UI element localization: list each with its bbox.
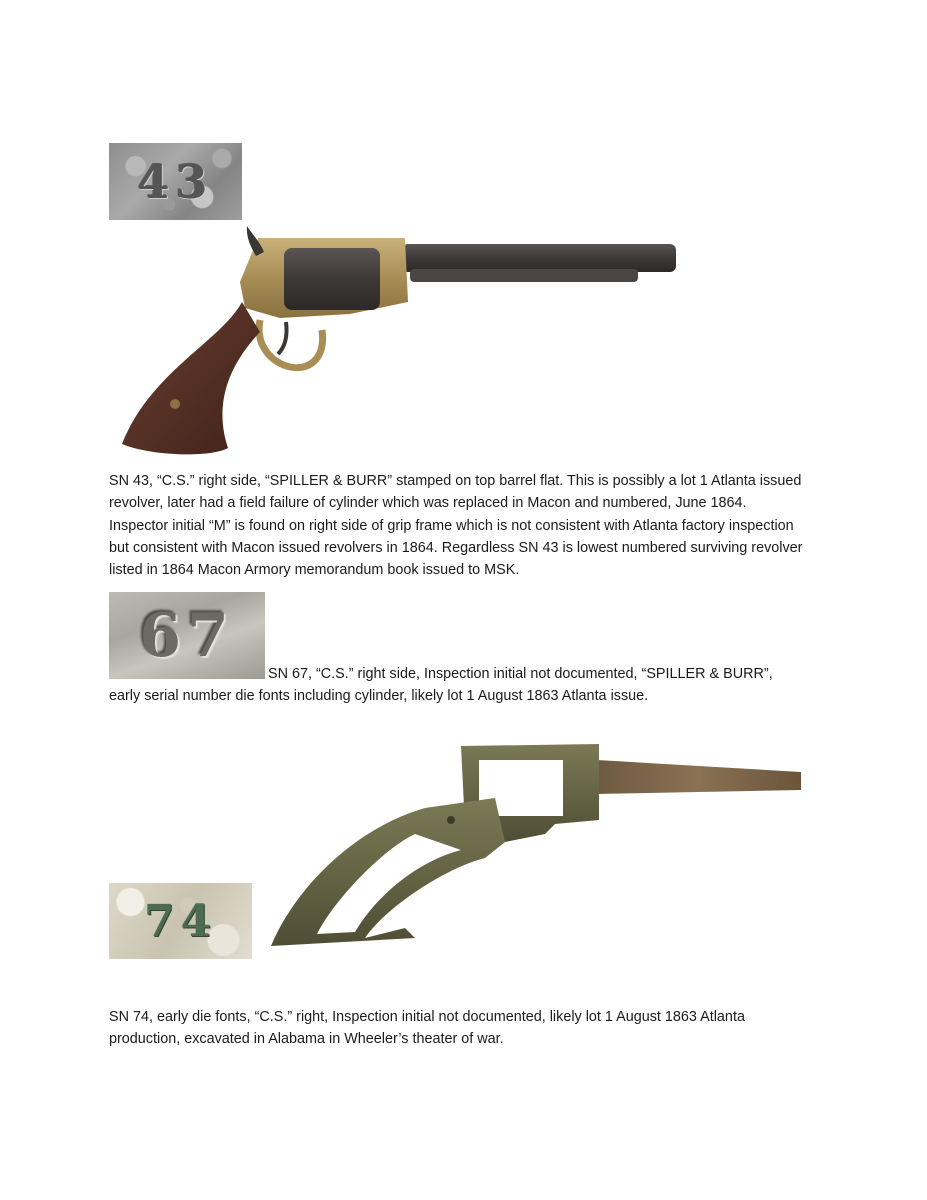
serial-stamp-43-image	[109, 143, 242, 220]
grip-screw	[170, 399, 180, 409]
frame-screw	[447, 816, 455, 824]
wooden-grip	[122, 302, 260, 454]
caption-sn74: SN 74, early die fonts, “C.S.” right, Inspection initial not documented, likely lot 1 August 1863 Atlanta production, excavated in Alabama in Wheeler’s theater of war.	[109, 1009, 745, 1048]
loading-lever	[410, 269, 638, 282]
revolver-photo	[110, 222, 685, 458]
revolver-barrel	[402, 244, 676, 272]
caption-sn67-line2: early serial number die fonts including cylinder, likely lot 1 August 1863 Atlanta issue.	[109, 688, 649, 704]
serial-stamp-43-text: 43	[137, 154, 214, 209]
trigger-guard	[259, 320, 322, 368]
caption-sn67-line1: SN 67, “C.S.” right side, Inspection initial not documented, “SPILLER & BURR”,	[268, 666, 773, 682]
caption-sn43: SN 43, “C.S.” right side, “SPILLER & BURR” stamped on top barrel flat. This is possibly a lot 1 Atlanta issued revolver, later had a field failure of cylinder which was replaced in Macon and numbered, June 1864. Inspector initial “M” is found on right side of grip frame which is not consistent with Atlanta factory inspection but consistent with Macon issued revolvers in 1864. Regardless SN 43 is lowest numbered surviving revolver listed in 1864 Macon Armory memorandum book issued to MSK.	[109, 473, 803, 579]
serial-stamp-67-image	[109, 592, 265, 679]
cylinder	[284, 248, 380, 310]
trigger	[278, 322, 287, 354]
serial-stamp-74-image	[109, 883, 252, 959]
serial-stamp-67-text: 67	[139, 600, 235, 671]
rusted-barrel	[595, 760, 801, 794]
serial-stamp-74-text: 74	[143, 895, 218, 947]
excavated-frame-photo	[265, 738, 805, 950]
